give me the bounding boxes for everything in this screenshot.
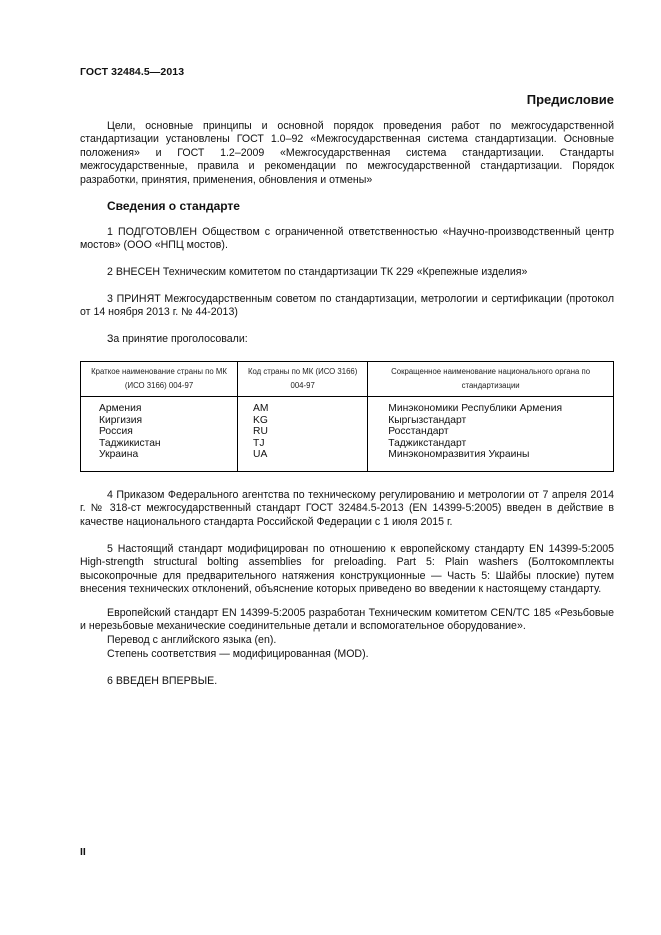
- preface-text: Цели, основные принципы и основной порядок проведения работ по межгосударственной стандартизации установлены ГОСТ 1.0–92 «Межгосударственная система стандартизации. Основные положения» и ГОСТ 1.2–2009 «Межгосударственная система стандартизации. Стандарты межгосударственные, правила и рекомендации по межгосударственной стандартизации. Порядок разработки, принятия, применения, обновления и отмены»: [80, 120, 614, 186]
- code-cell: UA: [253, 449, 268, 461]
- voting-table-body: [81, 397, 614, 472]
- country-column: [81, 397, 238, 472]
- info-item-3: 3 ПРИНЯТ Межгосударственным советом по стандартизации, метрологии и сертификации (протокол от 14 ноября 2013 г. № 44-2013): [80, 293, 614, 319]
- body-column: [368, 397, 614, 472]
- standard-info-title: Сведения о стандарте: [107, 199, 240, 213]
- code-cell: TJ: [253, 437, 265, 449]
- header-code: Код страны по МК (ИСО 3166) 004-97: [238, 362, 368, 397]
- info-item-1: 1 ПОДГОТОВЛЕН Обществом с ограниченной ответственностью «Научно-производственный центр мостов» (ООО «НПЦ мостов).: [80, 226, 614, 252]
- body-cell: Таджикстандарт: [388, 437, 467, 449]
- body-cell: Минэкономразвития Украины: [388, 449, 530, 461]
- document-code: ГОСТ 32484.5—2013: [80, 66, 185, 78]
- country-cell: Киргизия: [99, 414, 143, 426]
- info-item-5-degree: Степень соответствия — модифицированная (MOD).: [107, 648, 369, 660]
- info-item-6: 6 ВВЕДЕН ВПЕРВЫЕ.: [107, 675, 218, 687]
- voting-table: [80, 361, 614, 472]
- info-item-2: 2 ВНЕСЕН Техническим комитетом по стандартизации ТК 229 «Крепежные изделия»: [107, 266, 528, 278]
- info-item-4: 4 Приказом Федерального агентства по техническому регулированию и метрологии от 7 апреля 2014 г. № 318-ст межгосударственный стандарт ГОСТ 32484.5-2013 (EN 14399-5:2005) введен в действие в качестве национального стандарта Российской Федерации с 1 июля 2015 г.: [80, 489, 614, 528]
- code-cell: KG: [253, 414, 268, 426]
- country-cell: Армения: [99, 403, 142, 414]
- page-number: II: [80, 846, 86, 858]
- country-cell: Таджикистан: [99, 437, 161, 449]
- voting-table-header: [81, 362, 614, 397]
- info-item-5-translation: Перевод с английского языка (en).: [107, 634, 277, 646]
- voted-label: За принятие проголосовали:: [107, 333, 248, 345]
- header-country: Краткое наименование страны по МК (ИСО 3166) 004-97: [81, 362, 238, 397]
- body-cell: Минэкономики Республики Армения: [388, 403, 563, 414]
- country-cell: Россия: [99, 426, 133, 438]
- body-cell: Кыргызстандарт: [388, 414, 467, 426]
- code-cell: RU: [253, 426, 268, 438]
- code-column: [238, 397, 368, 472]
- info-item-5: 5 Настоящий стандарт модифицирован по отношению к европейскому стандарту EN 14399-5:2005 High-strength structural bolting assemblies for preloading. Part 5: Plain washers (Болтокомплекты высокопрочные для предварительного натяжения конструкционные — Часть 5: Шайбы плоские) путем внесения технических отклонений, объяснение которых приведено во введении к настоящему стандарту.: [80, 543, 614, 596]
- code-cell: AM: [253, 403, 269, 414]
- preface-title: Предисловие: [526, 92, 614, 107]
- country-cell: Украина: [99, 449, 139, 461]
- body-cell: Росстандарт: [388, 426, 449, 438]
- info-item-5-european: Европейский стандарт EN 14399-5:2005 разработан Техническим комитетом CEN/TC 185 «Резьбовые и нерезьбовые механические соединительные детали и вспомогательное оборудование».: [80, 607, 614, 633]
- header-body: Сокращенное наименование национального органа по стандартизации: [368, 362, 614, 397]
